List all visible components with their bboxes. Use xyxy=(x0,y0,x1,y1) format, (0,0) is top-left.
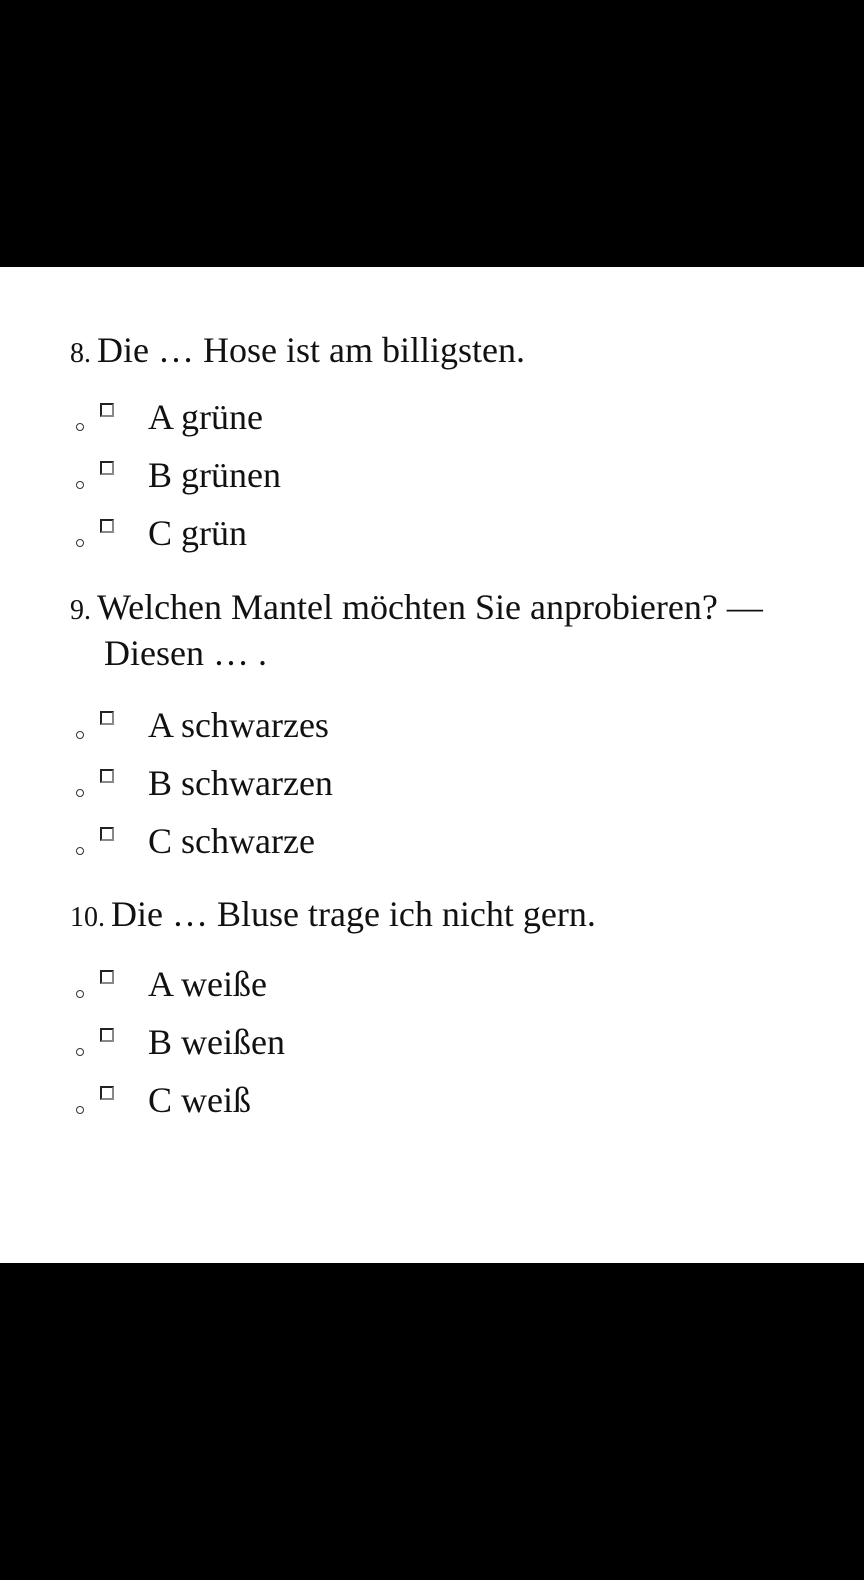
option-label: B grünen xyxy=(148,455,281,495)
option-label: A schwarzes xyxy=(148,705,329,745)
checkbox-icon[interactable] xyxy=(100,1028,114,1042)
bullet-icon xyxy=(76,1048,84,1056)
option-9-a[interactable] xyxy=(76,705,776,751)
option-9-c[interactable] xyxy=(76,821,776,867)
bullet-icon xyxy=(76,539,84,547)
option-8-b[interactable] xyxy=(76,455,776,501)
question-text: Die … Bluse trage ich nicht gern. xyxy=(111,894,596,934)
option-8-c[interactable] xyxy=(76,513,776,559)
question-text: Welchen Mantel möchten Sie anprobieren? — xyxy=(97,587,763,627)
question-10 xyxy=(70,891,860,937)
checkbox-icon[interactable] xyxy=(100,970,114,984)
option-label: B schwarzen xyxy=(148,763,333,803)
option-10-b[interactable] xyxy=(76,1022,776,1068)
checkbox-icon[interactable] xyxy=(100,711,114,725)
option-label: C schwarze xyxy=(148,821,315,861)
bullet-icon xyxy=(76,1106,84,1114)
bullet-icon xyxy=(76,847,84,855)
checkbox-icon[interactable] xyxy=(100,769,114,783)
question-text-continuation: Diesen … . xyxy=(104,633,267,673)
checkbox-icon[interactable] xyxy=(100,403,114,417)
option-8-a[interactable] xyxy=(76,397,776,443)
option-label: A weiße xyxy=(148,964,267,1004)
bottom-black-bar xyxy=(0,1263,864,1580)
question-number: 10. xyxy=(70,902,105,933)
option-label: B weißen xyxy=(148,1022,285,1062)
option-10-c[interactable] xyxy=(76,1080,776,1126)
bullet-icon xyxy=(76,789,84,797)
option-label: C grün xyxy=(148,513,247,553)
bullet-icon xyxy=(76,990,84,998)
question-number: 8. xyxy=(70,338,91,369)
checkbox-icon[interactable] xyxy=(100,461,114,475)
question-9 xyxy=(70,584,860,676)
quiz-page xyxy=(0,267,864,1263)
option-9-b[interactable] xyxy=(76,763,776,809)
option-label: C weiß xyxy=(148,1080,251,1120)
bullet-icon xyxy=(76,423,84,431)
question-number: 9. xyxy=(70,595,91,626)
bullet-icon xyxy=(76,731,84,739)
option-10-a[interactable] xyxy=(76,964,776,1010)
question-8 xyxy=(70,327,860,373)
top-black-bar xyxy=(0,0,864,267)
question-text: Die … Hose ist am billigsten. xyxy=(97,330,525,370)
bullet-icon xyxy=(76,481,84,489)
checkbox-icon[interactable] xyxy=(100,1086,114,1100)
option-label: A grüne xyxy=(148,397,263,437)
checkbox-icon[interactable] xyxy=(100,519,114,533)
checkbox-icon[interactable] xyxy=(100,827,114,841)
